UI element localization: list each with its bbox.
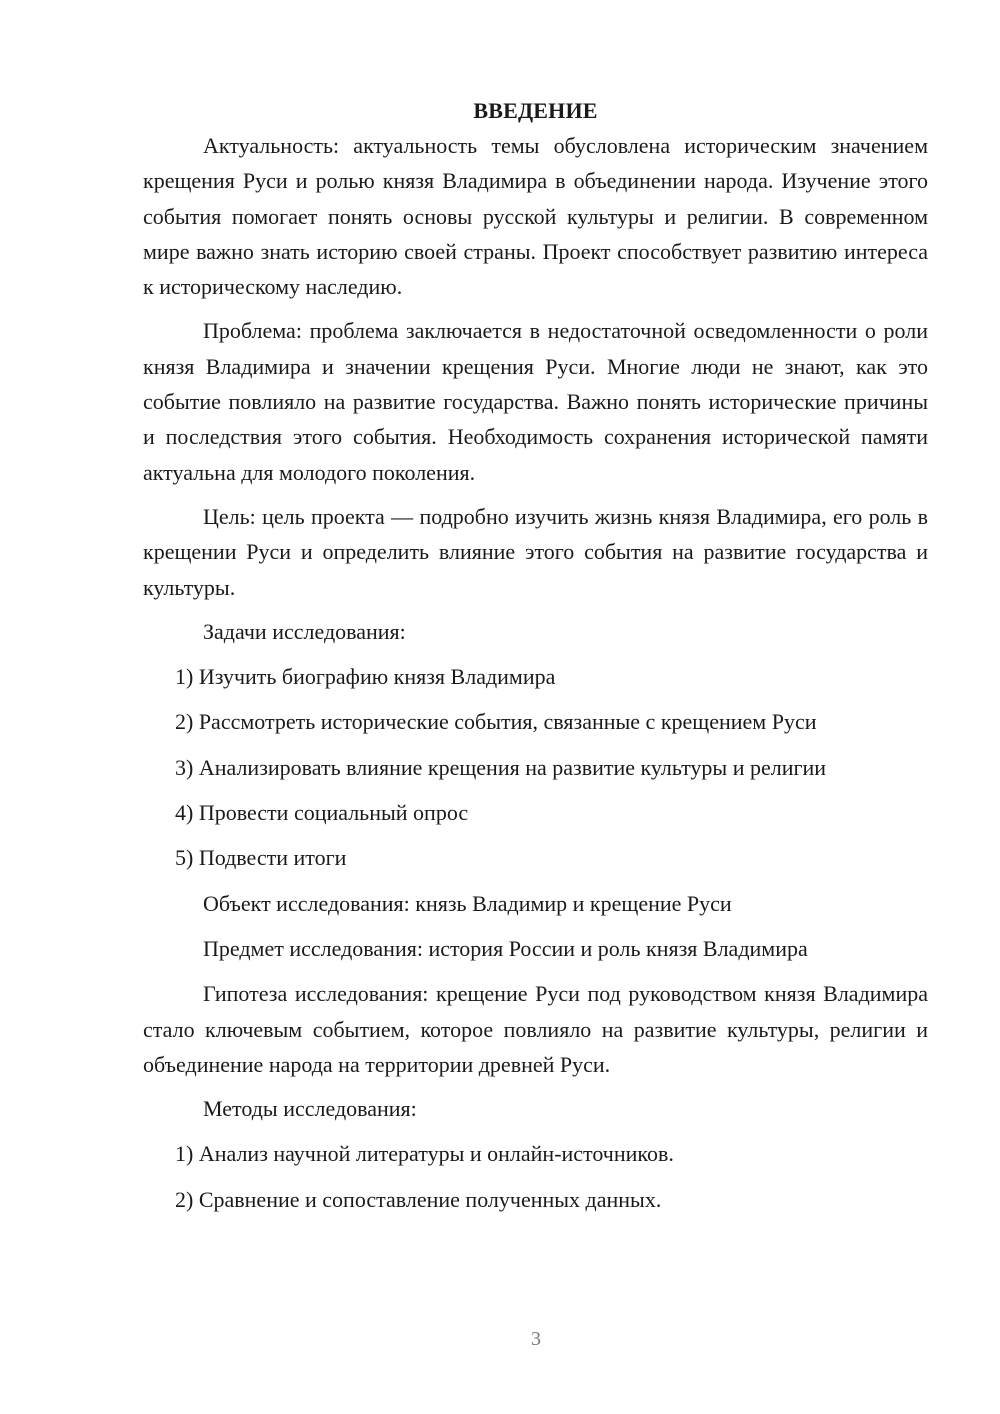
hypothesis-paragraph: Гипотеза исследования: крещение Руси под руководством князя Владимира стало ключевым событием, которое повлияло на развитие культуры, религии и объединение народа на территории древней Руси. [143,981,928,1077]
page-number: 3 [531,1328,541,1350]
list-item: 2) Сравнение и сопоставление полученных данных. [175,1186,662,1212]
list-item: 3) Анализировать влияние крещения на развитие культуры и религии [175,754,827,780]
tasks-list [143,659,928,875]
tasks-heading: Задачи исследования: [203,618,406,644]
list-item: 4) Провести социальный опрос [175,800,469,826]
goal-paragraph: Цель: цель проекта — подробно изучить жизнь князя Владимира, его роль в крещении Руси и определить влияние этого события на развитие государства и культуры. [143,503,928,600]
section-title: ВВЕДЕНИЕ [473,98,598,123]
list-item: 1) Изучить биографию князя Владимира [175,664,556,690]
methods-list [143,1136,928,1217]
list-item: 5) Подвести итоги [175,845,347,871]
list-item: 2) Рассмотреть исторические события, связанные с крещением Руси [175,709,817,735]
object-statement: Объект исследования: князь Владимир и крещение Руси [203,890,732,916]
methods-heading: Методы исследования: [203,1096,417,1122]
relevance-paragraph: Актуальность: актуальность темы обусловлена историческим значением крещения Руси и ролью князя Владимира в объединении народа. Изучение этого события помогает понять основы русской культуры и религии. В современном мире важно знать историю своей страны. Проект способствует развитию интереса к историческому наследию. [143,133,928,300]
list-item: 1) Анализ научной литературы и онлайн-источников. [175,1141,674,1167]
page-content [143,96,928,1227]
subject-statement: Предмет исследования: история России и роль князя Владимира [203,935,808,961]
problem-paragraph: Проблема: проблема заключается в недостаточной осведомленности о роли князя Владимира и значении крещения Руси. Многие люди не знают, как это событие повлияло на развитие государства. Важно понять исторические причины и последствия этого события. Необходимость сохранения исторической памяти актуальна для молодого поколения. [143,318,928,485]
